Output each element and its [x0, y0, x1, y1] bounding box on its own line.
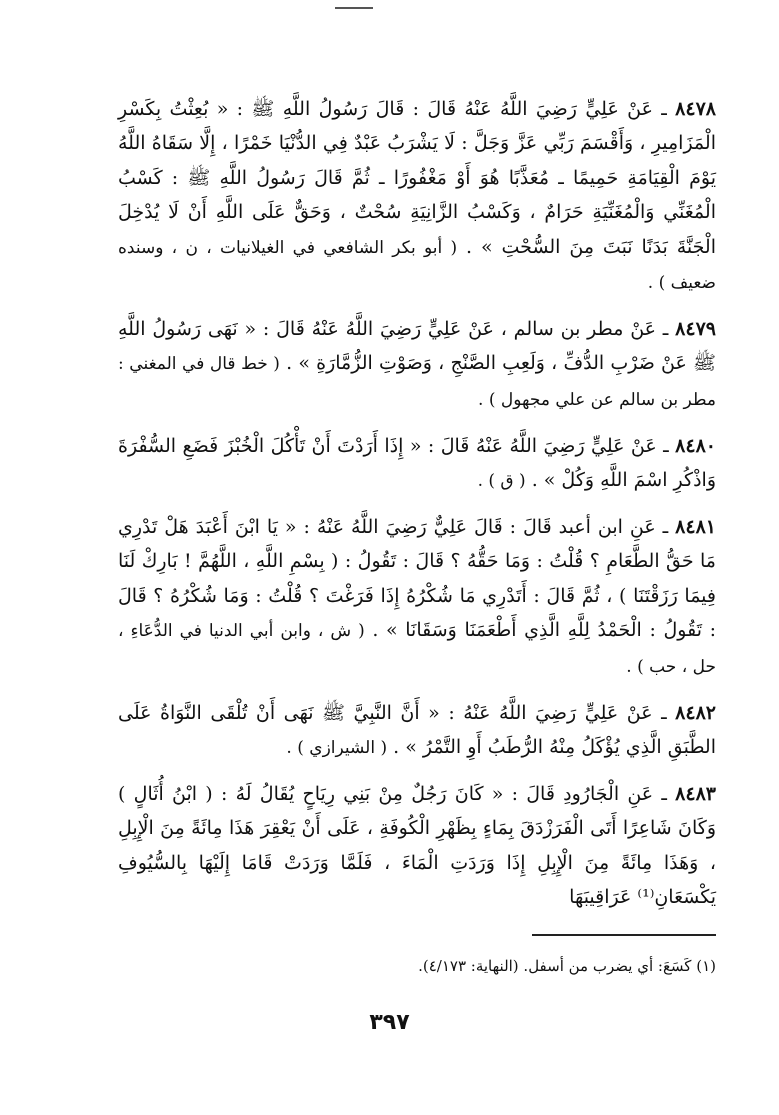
hadith-8482: ٨٤٨٢ ـ عَنْ عَلِيٍّ رَضِيَ اللَّهُ عَنْهُ : « أَنَّ النَّبِيَّ ﷺ نَهَى أَنْ تُلْقَى النَّوَاةُ عَلَى الطَّبَقِ الَّذِي يُؤْكَلُ مِنْهُ الرُّطَبُ أَوِ التَّمْرُ » . ( الشيرازي ) . [118, 701, 716, 758]
hadith-number: ٨٤٨٢ [675, 701, 716, 724]
hadith-text: عَنْ مطر بن سالم ، عَنْ عَلِيٍّ رَضِيَ اللَّهُ عَنْهُ قَالَ : « نَهَى رَسُولُ اللَّهِ ﷺ عَنْ ضَرْبِ الدُّفِّ ، وَلَعِبِ الصَّنْجِ ، وَصَوْتِ الزُّمَّارَةِ » . [118, 317, 716, 375]
top-rule [335, 7, 373, 9]
hadith-number: ٨٤٧٨ [675, 98, 716, 120]
hadith-source: ( الشيرازي ) . [286, 737, 388, 758]
hadith-8480: ٨٤٨٠ ـ عَنْ عَلِيٍّ رَضِيَ اللَّهُ عَنْهُ قَالَ : « إِذَا أَرَدْتَ أَنْ تَأْكُلَ الْخُبْزَ فَضَعِ السُّفْرَةَ وَاذْكُرِ اسْمَ اللَّهِ وَكُلْ » . ( ق ) . [118, 434, 716, 492]
hadith-source: ( خط قال في المغني : مطر بن سالم عن علي مجهول ) . [118, 354, 716, 410]
hadith-8479: ٨٤٧٩ ـ عَنْ مطر بن سالم ، عَنْ عَلِيٍّ رَضِيَ اللَّهُ عَنْهُ قَالَ : « نَهَى رَسُولُ اللَّهِ ﷺ عَنْ ضَرْبِ الدُّفِّ ، وَلَعِبِ الصَّنْجِ ، وَصَوْتِ الزُّمَّارَةِ » . ( خط قال في المغني : مطر بن سالم عن علي مجهول ) . [118, 317, 716, 410]
hadith-source: ( ش ، وابن أبي الدنيا في الدُّعَاءِ ، حل ، حب ) . [118, 621, 716, 677]
hadith-number: ٨٤٨٠ [675, 434, 716, 457]
footnote: (١) كَسَعَ: أي يضرب من أسفل. (النهاية: ٤/١٧٣). [418, 957, 716, 975]
hadith-number: ٨٤٨١ [675, 515, 716, 538]
hadith-number: ٨٤٧٩ [675, 317, 716, 340]
hadith-text: عَنْ عَلِيٍّ رَضِيَ اللَّهُ عَنْهُ قَالَ : « إِذَا أَرَدْتَ أَنْ تَأْكُلَ الْخُبْزَ فَضَعِ السُّفْرَةَ وَاذْكُرِ اسْمَ اللَّهِ وَكُلْ » . [118, 434, 716, 492]
hadith-8481: ٨٤٨١ ـ عَنِ ابن أعبد قَالَ : قَالَ عَلِيٌّ رَضِيَ اللَّهُ عَنْهُ : « يَا ابْنَ أَعْبَدَ هَلْ تَدْرِي مَا حَقُّ الطَّعَامِ ؟ قُلْتُ : وَمَا حَقُّهُ ؟ قَالَ : تَقُولُ : ( بِسْمِ اللَّهِ ، اللَّهُمَّ ! بَارِكْ لَنَا فِيمَا رَزَقْتَنَا ) ، ثُمَّ قَالَ : أَتَدْرِي مَا شُكْرُهُ إِذَا فَرَغْتَ ؟ قُلْتُ : وَمَا شُكْرُهُ ؟ قَالَ : تَقُولُ : الْحَمْدُ لِلَّهِ الَّذِي أَطْعَمَنَا وَسَقَانَا » . ( ش ، وابن أبي الدنيا في الدُّعَاءِ ، حل ، حب ) . [118, 515, 716, 677]
hadith-text: عَنْ عَلِيٍّ رَضِيَ اللَّهُ عَنْهُ : « أَنَّ النَّبِيَّ ﷺ نَهَى أَنْ تُلْقَى النَّوَاةُ عَلَى الطَّبَقِ الَّذِي يُؤْكَلُ مِنْهُ الرُّطَبُ أَوِ التَّمْرُ » . [118, 701, 716, 758]
page-number: ٣٩٧ [369, 1010, 410, 1035]
hadith-number: ٨٤٨٣ [675, 782, 716, 805]
hadith-text: عَنِ الْجَارُودِ قَالَ : « كَانَ رَجُلٌ مِنْ بَنِي رِيَاحٍ يُقَالُ لَهُ : ( ابْنُ أُثَالٍ ) وَكَانَ شَاعِرًا أَتَى الْفَرَزْدَقَ بِمَاءٍ بِظَهْرِ الْكُوفَةِ ، عَلَى أَنْ يَعْقِرَ هَذَا مِائَةً مِنَ الْإِبِلِ ، وَهَذَا مِائَةً مِنَ الْإِبِلِ إِذَا وَرَدَتِ الْمَاءَ ، فَلَمَّا وَرَدَتْ قَامَا إِلَيْهَا بِالسُّيُوفِ يَكْسَعَانِ⁽¹⁾ عَرَاقِيبَهَا [118, 782, 716, 909]
hadith-source: ( ق ) . [477, 471, 526, 492]
hadith-8483: ٨٤٨٣ ـ عَنِ الْجَارُودِ قَالَ : « كَانَ رَجُلٌ مِنْ بَنِي رِيَاحٍ يُقَالُ لَهُ : ( ابْنُ أُثَالٍ ) وَكَانَ شَاعِرًا أَتَى الْفَرَزْدَقَ بِمَاءٍ بِظَهْرِ الْكُوفَةِ ، عَلَى أَنْ يَعْقِرَ هَذَا مِائَةً مِنَ الْإِبِلِ ، وَهَذَا مِائَةً مِنَ الْإِبِلِ إِذَا وَرَدَتِ الْمَاءَ ، فَلَمَّا وَرَدَتْ قَامَا إِلَيْهَا بِالسُّيُوفِ يَكْسَعَانِ⁽¹⁾ عَرَاقِيبَهَا [118, 782, 716, 909]
hadith-8478: ٨٤٧٨ ـ عَنْ عَلِيٍّ رَضِيَ اللَّهُ عَنْهُ قَالَ : قَالَ رَسُولُ اللَّهِ ﷺ : « بُعِثْتُ بِكَسْرِ الْمَزَامِيرِ ، وَأَقْسَمَ رَبِّي عَزَّ وَجَلَّ : لَا يَشْرَبُ عَبْدٌ فِي الدُّنْيَا خَمْرًا ، إِلَّا سَقَاهُ اللَّهُ يَوْمَ الْقِيَامَةِ حَمِيمًا ـ مُعَذَّبًا هُوَ أَوْ مَغْفُورًا ـ ثُمَّ قَالَ رَسُولُ اللَّهِ ﷺ : كَسْبُ الْمُغَنِّي وَالْمُغَنِّيَةِ حَرَامٌ ، وَكَسْبُ الزَّانِيَةِ سُحْتٌ ، وَحَقٌّ عَلَى اللَّهِ أَنْ لَا يُدْخِلَ الْجَنَّةَ بَدَنًا نَبَتَ مِنَ السُّحْتِ » . ( أبو بكر الشافعي في الغيلانيات ، ن ، وسنده ضعيف ) . [118, 98, 716, 294]
page-body [118, 92, 716, 926]
hadith-source: ( أبو بكر الشافعي في الغيلانيات ، ن ، وسنده ضعيف ) . [118, 237, 716, 294]
footnote-divider [532, 934, 716, 936]
hadith-text: عَنْ عَلِيٍّ رَضِيَ اللَّهُ عَنْهُ قَالَ : قَالَ رَسُولُ اللَّهِ ﷺ : « بُعِثْتُ بِكَسْرِ الْمَزَامِيرِ ، وَأَقْسَمَ رَبِّي عَزَّ وَجَلَّ : لَا يَشْرَبُ عَبْدٌ فِي الدُّنْيَا خَمْرًا ، إِلَّا سَقَاهُ اللَّهُ يَوْمَ الْقِيَامَةِ حَمِيمًا ـ مُعَذَّبًا هُوَ أَوْ مَغْفُورًا ـ ثُمَّ قَالَ رَسُولُ اللَّهِ ﷺ : كَسْبُ الْمُغَنِّي وَالْمُغَنِّيَةِ حَرَامٌ ، وَكَسْبُ الزَّانِيَةِ سُحْتٌ ، وَحَقٌّ عَلَى اللَّهِ أَنْ لَا يُدْخِلَ الْجَنَّةَ بَدَنًا نَبَتَ مِنَ السُّحْتِ » . [118, 98, 716, 258]
hadith-text: عَنِ ابن أعبد قَالَ : قَالَ عَلِيٌّ رَضِيَ اللَّهُ عَنْهُ : « يَا ابْنَ أَعْبَدَ هَلْ تَدْرِي مَا حَقُّ الطَّعَامِ ؟ قُلْتُ : وَمَا حَقُّهُ ؟ قَالَ : تَقُولُ : ( بِسْمِ اللَّهِ ، اللَّهُمَّ ! بَارِكْ لَنَا فِيمَا رَزَقْتَنَا ) ، ثُمَّ قَالَ : أَتَدْرِي مَا شُكْرُهُ إِذَا فَرَغْتَ ؟ قُلْتُ : وَمَا شُكْرُهُ ؟ قَالَ : تَقُولُ : الْحَمْدُ لِلَّهِ الَّذِي أَطْعَمَنَا وَسَقَانَا » . [118, 515, 716, 642]
